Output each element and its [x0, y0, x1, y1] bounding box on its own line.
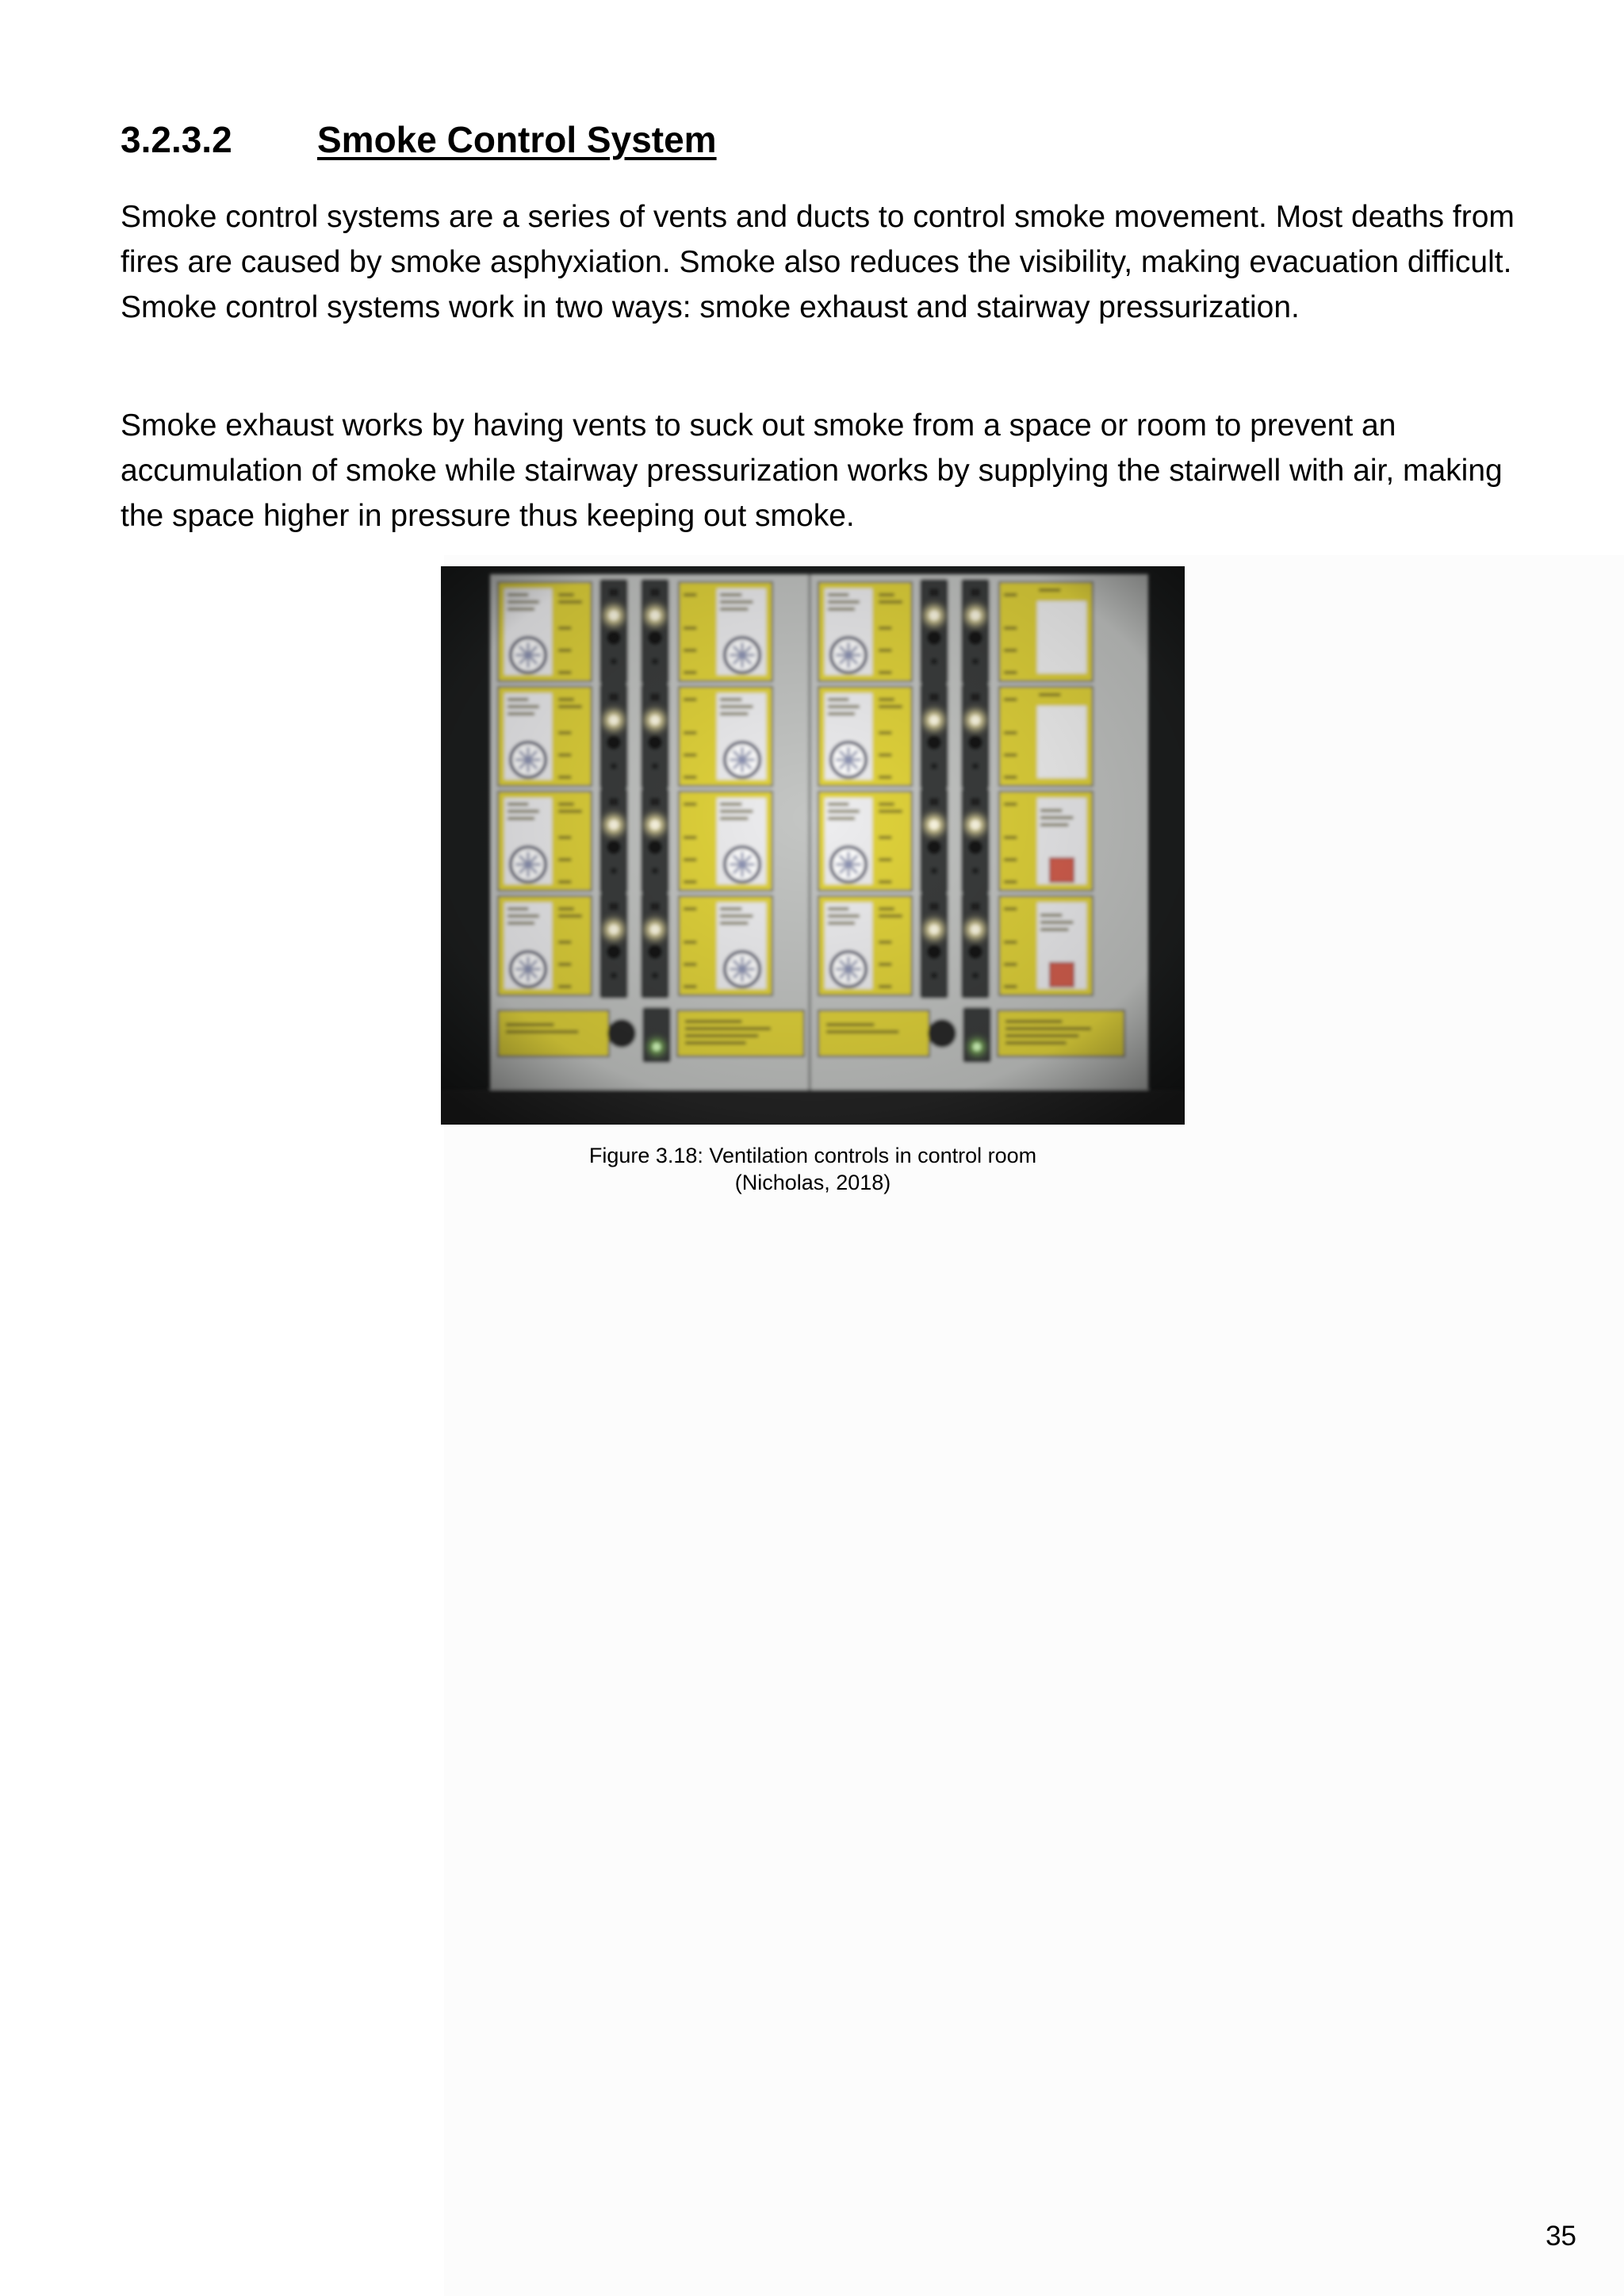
section-heading [121, 117, 717, 162]
page-number: 35 [1545, 2221, 1576, 2252]
section-title: Smoke Control System [317, 119, 717, 160]
figure-caption-source: (Nicholas, 2018) [734, 1171, 891, 1194]
figure-caption-title: Figure 3.18: Ventilation controls in control room [588, 1144, 1037, 1167]
paragraph-smoke-exhaust: Smoke exhaust works by having vents to suck out smoke from a space or room to prevent an accumulation of smoke while stairway pressurization works by supplying the stairwell with air, making the space higher in pressure thus keeping out smoke. [121, 408, 1503, 533]
figure-caption [441, 1142, 1185, 1196]
ventilation-control-panel-illustration [441, 566, 1185, 1125]
paragraph-smoke-control-intro: Smoke control systems are a series of vents and ducts to control smoke movement. Most deaths from fires are caused by smoke asphyxiation. Smoke also reduces the visibility, making evacuation difficult. Smoke control systems work in two ways: smoke exhaust and stairway pressurization. [121, 200, 1515, 324]
figure-ventilation-controls-photo [441, 566, 1185, 1125]
section-number: 3.2.3.2 [121, 119, 232, 160]
